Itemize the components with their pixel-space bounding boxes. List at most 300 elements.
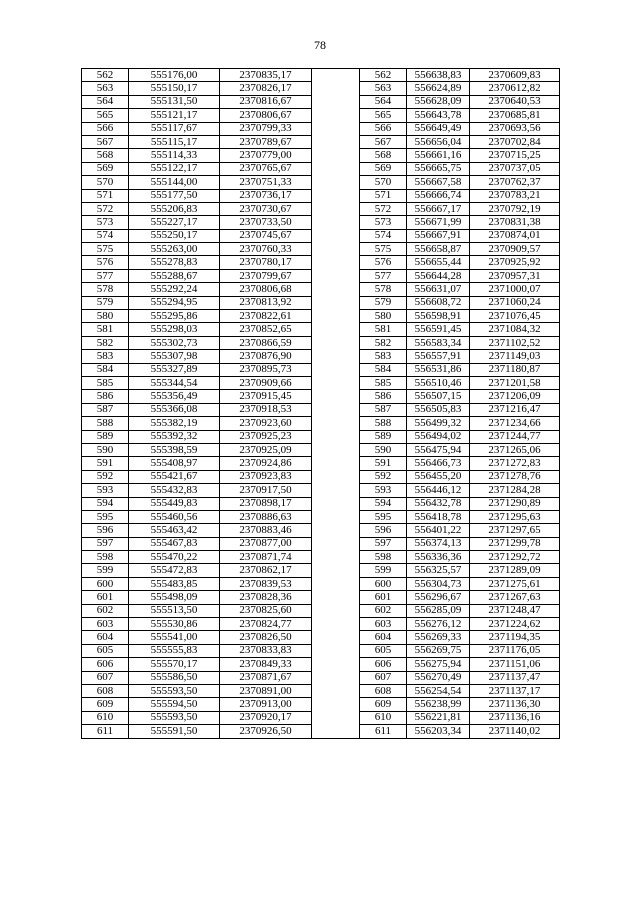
table-row — [82, 216, 560, 229]
right-point-number-cell: 611 — [360, 725, 407, 738]
right-y-coordinate-cell: 2371102,52 — [470, 336, 560, 349]
left-point-number-cell: 593 — [82, 484, 129, 497]
left-y-coordinate-cell: 2370826,17 — [220, 82, 312, 95]
table-row — [82, 256, 560, 269]
right-point-number-cell: 602 — [360, 604, 407, 617]
left-x-coordinate-cell: 555586,50 — [129, 671, 220, 684]
left-x-coordinate-cell: 555541,00 — [129, 631, 220, 644]
right-y-coordinate-cell: 2371060,24 — [470, 296, 560, 309]
right-x-coordinate-cell: 556336,36 — [407, 551, 470, 564]
left-x-coordinate-cell: 555122,17 — [129, 162, 220, 175]
table-row — [82, 176, 560, 189]
right-x-coordinate-cell: 556628,09 — [407, 95, 470, 108]
right-point-number-cell: 596 — [360, 524, 407, 537]
column-gap — [312, 310, 360, 323]
left-x-coordinate-cell: 555302,73 — [129, 336, 220, 349]
right-y-coordinate-cell: 2371000,07 — [470, 283, 560, 296]
left-y-coordinate-cell: 2370895,73 — [220, 363, 312, 376]
column-gap — [312, 162, 360, 175]
left-x-coordinate-cell: 555250,17 — [129, 229, 220, 242]
right-x-coordinate-cell: 556510,46 — [407, 376, 470, 389]
left-point-number-cell: 595 — [82, 510, 129, 523]
left-point-number-cell: 599 — [82, 564, 129, 577]
column-gap — [312, 336, 360, 349]
right-x-coordinate-cell: 556374,13 — [407, 537, 470, 550]
right-x-coordinate-cell: 556666,74 — [407, 189, 470, 202]
table-row — [82, 457, 560, 470]
right-point-number-cell: 562 — [360, 69, 407, 82]
right-x-coordinate-cell: 556296,67 — [407, 591, 470, 604]
right-y-coordinate-cell: 2371292,72 — [470, 551, 560, 564]
left-y-coordinate-cell: 2370871,67 — [220, 671, 312, 684]
left-x-coordinate-cell: 555263,00 — [129, 243, 220, 256]
table-row — [82, 524, 560, 537]
table-row — [82, 363, 560, 376]
left-x-coordinate-cell: 555421,67 — [129, 470, 220, 483]
right-x-coordinate-cell: 556583,34 — [407, 336, 470, 349]
column-gap — [312, 618, 360, 631]
left-y-coordinate-cell: 2370917,50 — [220, 484, 312, 497]
column-gap — [312, 135, 360, 148]
left-x-coordinate-cell: 555398,59 — [129, 443, 220, 456]
right-y-coordinate-cell: 2371201,58 — [470, 376, 560, 389]
table-row — [82, 350, 560, 363]
table-row — [82, 711, 560, 724]
table-row — [82, 631, 560, 644]
table-row — [82, 658, 560, 671]
left-x-coordinate-cell: 555483,85 — [129, 577, 220, 590]
left-point-number-cell: 596 — [82, 524, 129, 537]
table-row — [82, 189, 560, 202]
left-point-number-cell: 564 — [82, 95, 129, 108]
table-row — [82, 417, 560, 430]
right-point-number-cell: 587 — [360, 403, 407, 416]
table-row — [82, 577, 560, 590]
left-point-number-cell: 569 — [82, 162, 129, 175]
right-point-number-cell: 576 — [360, 256, 407, 269]
coordinates-table — [81, 68, 560, 739]
right-y-coordinate-cell: 2371149,03 — [470, 350, 560, 363]
right-y-coordinate-cell: 2370702,84 — [470, 135, 560, 148]
right-y-coordinate-cell: 2370693,56 — [470, 122, 560, 135]
right-point-number-cell: 583 — [360, 350, 407, 363]
right-point-number-cell: 609 — [360, 698, 407, 711]
column-gap — [312, 725, 360, 738]
right-x-coordinate-cell: 556667,91 — [407, 229, 470, 242]
right-point-number-cell: 563 — [360, 82, 407, 95]
column-gap — [312, 269, 360, 282]
right-x-coordinate-cell: 556203,34 — [407, 725, 470, 738]
left-y-coordinate-cell: 2370828,36 — [220, 591, 312, 604]
left-x-coordinate-cell: 555366,08 — [129, 403, 220, 416]
column-gap — [312, 537, 360, 550]
right-y-coordinate-cell: 2371290,89 — [470, 497, 560, 510]
left-point-number-cell: 604 — [82, 631, 129, 644]
left-point-number-cell: 584 — [82, 363, 129, 376]
left-y-coordinate-cell: 2370913,00 — [220, 698, 312, 711]
left-y-coordinate-cell: 2370780,17 — [220, 256, 312, 269]
right-x-coordinate-cell: 556656,04 — [407, 135, 470, 148]
left-point-number-cell: 580 — [82, 310, 129, 323]
left-x-coordinate-cell: 555498,09 — [129, 591, 220, 604]
left-y-coordinate-cell: 2370891,00 — [220, 684, 312, 697]
left-x-coordinate-cell: 555591,50 — [129, 725, 220, 738]
right-point-number-cell: 577 — [360, 269, 407, 282]
right-y-coordinate-cell: 2370783,21 — [470, 189, 560, 202]
right-x-coordinate-cell: 556638,83 — [407, 69, 470, 82]
right-y-coordinate-cell: 2371084,32 — [470, 323, 560, 336]
left-point-number-cell: 590 — [82, 443, 129, 456]
right-point-number-cell: 578 — [360, 283, 407, 296]
right-point-number-cell: 601 — [360, 591, 407, 604]
left-point-number-cell: 571 — [82, 189, 129, 202]
left-x-coordinate-cell: 555593,50 — [129, 711, 220, 724]
left-y-coordinate-cell: 2370923,83 — [220, 470, 312, 483]
right-x-coordinate-cell: 556254,54 — [407, 684, 470, 697]
left-point-number-cell: 588 — [82, 417, 129, 430]
table-row — [82, 149, 560, 162]
left-y-coordinate-cell: 2370822,61 — [220, 310, 312, 323]
left-x-coordinate-cell: 555294,95 — [129, 296, 220, 309]
column-gap — [312, 417, 360, 430]
left-x-coordinate-cell: 555327,89 — [129, 363, 220, 376]
left-x-coordinate-cell: 555392,32 — [129, 430, 220, 443]
right-x-coordinate-cell: 556557,91 — [407, 350, 470, 363]
right-y-coordinate-cell: 2370609,83 — [470, 69, 560, 82]
left-point-number-cell: 587 — [82, 403, 129, 416]
left-point-number-cell: 576 — [82, 256, 129, 269]
table-row — [82, 510, 560, 523]
right-y-coordinate-cell: 2371076,45 — [470, 310, 560, 323]
right-x-coordinate-cell: 556624,89 — [407, 82, 470, 95]
left-x-coordinate-cell: 555278,83 — [129, 256, 220, 269]
right-x-coordinate-cell: 556401,22 — [407, 524, 470, 537]
right-point-number-cell: 571 — [360, 189, 407, 202]
right-x-coordinate-cell: 556658,87 — [407, 243, 470, 256]
right-point-number-cell: 606 — [360, 658, 407, 671]
left-point-number-cell: 600 — [82, 577, 129, 590]
right-point-number-cell: 574 — [360, 229, 407, 242]
left-x-coordinate-cell: 555432,83 — [129, 484, 220, 497]
right-y-coordinate-cell: 2371244,77 — [470, 430, 560, 443]
right-point-number-cell: 586 — [360, 390, 407, 403]
right-point-number-cell: 584 — [360, 363, 407, 376]
left-x-coordinate-cell: 555117,67 — [129, 122, 220, 135]
right-y-coordinate-cell: 2371284,28 — [470, 484, 560, 497]
right-point-number-cell: 607 — [360, 671, 407, 684]
right-point-number-cell: 585 — [360, 376, 407, 389]
column-gap — [312, 510, 360, 523]
right-point-number-cell: 610 — [360, 711, 407, 724]
left-y-coordinate-cell: 2370871,74 — [220, 551, 312, 564]
right-point-number-cell: 590 — [360, 443, 407, 456]
table-row — [82, 725, 560, 738]
table-row — [82, 484, 560, 497]
column-gap — [312, 363, 360, 376]
left-y-coordinate-cell: 2370926,50 — [220, 725, 312, 738]
left-point-number-cell: 575 — [82, 243, 129, 256]
left-point-number-cell: 603 — [82, 618, 129, 631]
column-gap — [312, 109, 360, 122]
right-point-number-cell: 567 — [360, 135, 407, 148]
column-gap — [312, 296, 360, 309]
left-x-coordinate-cell: 555382,19 — [129, 417, 220, 430]
table-row — [82, 376, 560, 389]
left-x-coordinate-cell: 555150,17 — [129, 82, 220, 95]
left-point-number-cell: 562 — [82, 69, 129, 82]
right-x-coordinate-cell: 556505,83 — [407, 403, 470, 416]
right-point-number-cell: 594 — [360, 497, 407, 510]
left-y-coordinate-cell: 2370915,45 — [220, 390, 312, 403]
left-x-coordinate-cell: 555513,50 — [129, 604, 220, 617]
table-row — [82, 430, 560, 443]
table-row — [82, 551, 560, 564]
left-y-coordinate-cell: 2370839,53 — [220, 577, 312, 590]
left-y-coordinate-cell: 2370799,67 — [220, 269, 312, 282]
right-point-number-cell: 595 — [360, 510, 407, 523]
right-point-number-cell: 591 — [360, 457, 407, 470]
right-point-number-cell: 569 — [360, 162, 407, 175]
right-x-coordinate-cell: 556466,73 — [407, 457, 470, 470]
column-gap — [312, 430, 360, 443]
left-point-number-cell: 581 — [82, 323, 129, 336]
right-x-coordinate-cell: 556631,07 — [407, 283, 470, 296]
left-y-coordinate-cell: 2370826,50 — [220, 631, 312, 644]
table-row — [82, 591, 560, 604]
right-y-coordinate-cell: 2370792,19 — [470, 202, 560, 215]
column-gap — [312, 591, 360, 604]
left-point-number-cell: 601 — [82, 591, 129, 604]
right-y-coordinate-cell: 2371140,02 — [470, 725, 560, 738]
right-x-coordinate-cell: 556608,72 — [407, 296, 470, 309]
right-point-number-cell: 593 — [360, 484, 407, 497]
right-x-coordinate-cell: 556531,86 — [407, 363, 470, 376]
right-point-number-cell: 572 — [360, 202, 407, 215]
right-x-coordinate-cell: 556507,15 — [407, 390, 470, 403]
left-point-number-cell: 568 — [82, 149, 129, 162]
left-y-coordinate-cell: 2370833,83 — [220, 644, 312, 657]
right-x-coordinate-cell: 556276,12 — [407, 618, 470, 631]
left-y-coordinate-cell: 2370745,67 — [220, 229, 312, 242]
column-gap — [312, 350, 360, 363]
column-gap — [312, 82, 360, 95]
column-gap — [312, 577, 360, 590]
right-x-coordinate-cell: 556475,94 — [407, 443, 470, 456]
right-y-coordinate-cell: 2370762,37 — [470, 176, 560, 189]
left-x-coordinate-cell: 555463,42 — [129, 524, 220, 537]
left-y-coordinate-cell: 2370806,68 — [220, 283, 312, 296]
right-x-coordinate-cell: 556591,45 — [407, 323, 470, 336]
right-point-number-cell: 565 — [360, 109, 407, 122]
table-row — [82, 310, 560, 323]
left-y-coordinate-cell: 2370824,77 — [220, 618, 312, 631]
table-row — [82, 95, 560, 108]
left-point-number-cell: 572 — [82, 202, 129, 215]
right-x-coordinate-cell: 556446,12 — [407, 484, 470, 497]
left-point-number-cell: 609 — [82, 698, 129, 711]
left-x-coordinate-cell: 555470,22 — [129, 551, 220, 564]
table-row — [82, 243, 560, 256]
left-x-coordinate-cell: 555227,17 — [129, 216, 220, 229]
left-point-number-cell: 578 — [82, 283, 129, 296]
right-x-coordinate-cell: 556598,91 — [407, 310, 470, 323]
right-y-coordinate-cell: 2370957,31 — [470, 269, 560, 282]
column-gap — [312, 323, 360, 336]
right-point-number-cell: 605 — [360, 644, 407, 657]
left-x-coordinate-cell: 555177,50 — [129, 189, 220, 202]
right-y-coordinate-cell: 2371151,06 — [470, 658, 560, 671]
right-x-coordinate-cell: 556644,28 — [407, 269, 470, 282]
left-y-coordinate-cell: 2370730,67 — [220, 202, 312, 215]
left-point-number-cell: 610 — [82, 711, 129, 724]
left-point-number-cell: 611 — [82, 725, 129, 738]
table-row — [82, 698, 560, 711]
right-y-coordinate-cell: 2371267,63 — [470, 591, 560, 604]
right-y-coordinate-cell: 2371216,47 — [470, 403, 560, 416]
left-point-number-cell: 579 — [82, 296, 129, 309]
right-y-coordinate-cell: 2370909,57 — [470, 243, 560, 256]
right-y-coordinate-cell: 2371180,87 — [470, 363, 560, 376]
left-x-coordinate-cell: 555176,00 — [129, 69, 220, 82]
table-row — [82, 162, 560, 175]
left-x-coordinate-cell: 555144,00 — [129, 176, 220, 189]
left-y-coordinate-cell: 2370816,67 — [220, 95, 312, 108]
column-gap — [312, 711, 360, 724]
left-y-coordinate-cell: 2370877,00 — [220, 537, 312, 550]
right-x-coordinate-cell: 556238,99 — [407, 698, 470, 711]
right-y-coordinate-cell: 2371278,76 — [470, 470, 560, 483]
left-x-coordinate-cell: 555206,83 — [129, 202, 220, 215]
column-gap — [312, 497, 360, 510]
right-x-coordinate-cell: 556655,44 — [407, 256, 470, 269]
right-x-coordinate-cell: 556221,81 — [407, 711, 470, 724]
column-gap — [312, 604, 360, 617]
table-row — [82, 618, 560, 631]
right-x-coordinate-cell: 556494,02 — [407, 430, 470, 443]
right-point-number-cell: 575 — [360, 243, 407, 256]
right-point-number-cell: 588 — [360, 417, 407, 430]
left-x-coordinate-cell: 555555,83 — [129, 644, 220, 657]
left-point-number-cell: 567 — [82, 135, 129, 148]
left-x-coordinate-cell: 555408,97 — [129, 457, 220, 470]
table-row — [82, 296, 560, 309]
right-point-number-cell: 579 — [360, 296, 407, 309]
table-row — [82, 671, 560, 684]
left-y-coordinate-cell: 2370813,92 — [220, 296, 312, 309]
right-y-coordinate-cell: 2371136,30 — [470, 698, 560, 711]
right-x-coordinate-cell: 556325,57 — [407, 564, 470, 577]
left-x-coordinate-cell: 555288,67 — [129, 269, 220, 282]
table-row — [82, 69, 560, 82]
right-x-coordinate-cell: 556667,17 — [407, 202, 470, 215]
right-y-coordinate-cell: 2370612,82 — [470, 82, 560, 95]
column-gap — [312, 671, 360, 684]
left-point-number-cell: 594 — [82, 497, 129, 510]
left-y-coordinate-cell: 2370866,59 — [220, 336, 312, 349]
column-gap — [312, 283, 360, 296]
right-point-number-cell: 581 — [360, 323, 407, 336]
left-y-coordinate-cell: 2370920,17 — [220, 711, 312, 724]
left-y-coordinate-cell: 2370825,60 — [220, 604, 312, 617]
column-gap — [312, 684, 360, 697]
right-point-number-cell: 600 — [360, 577, 407, 590]
left-y-coordinate-cell: 2370852,65 — [220, 323, 312, 336]
left-x-coordinate-cell: 555594,50 — [129, 698, 220, 711]
left-point-number-cell: 565 — [82, 109, 129, 122]
right-point-number-cell: 582 — [360, 336, 407, 349]
left-x-coordinate-cell: 555115,17 — [129, 135, 220, 148]
left-y-coordinate-cell: 2370898,17 — [220, 497, 312, 510]
left-x-coordinate-cell: 555449,83 — [129, 497, 220, 510]
left-y-coordinate-cell: 2370909,66 — [220, 376, 312, 389]
left-y-coordinate-cell: 2370779,00 — [220, 149, 312, 162]
left-point-number-cell: 585 — [82, 376, 129, 389]
column-gap — [312, 551, 360, 564]
column-gap — [312, 189, 360, 202]
table-row — [82, 684, 560, 697]
right-y-coordinate-cell: 2371248,47 — [470, 604, 560, 617]
page-number: 78 — [314, 38, 326, 52]
right-y-coordinate-cell: 2370715,25 — [470, 149, 560, 162]
left-y-coordinate-cell: 2370751,33 — [220, 176, 312, 189]
table-row — [82, 283, 560, 296]
left-y-coordinate-cell: 2370886,63 — [220, 510, 312, 523]
left-x-coordinate-cell: 555295,86 — [129, 310, 220, 323]
column-gap — [312, 484, 360, 497]
right-x-coordinate-cell: 556269,75 — [407, 644, 470, 657]
table-row — [82, 497, 560, 510]
right-point-number-cell: 608 — [360, 684, 407, 697]
left-point-number-cell: 566 — [82, 122, 129, 135]
right-point-number-cell: 598 — [360, 551, 407, 564]
left-y-coordinate-cell: 2370924,86 — [220, 457, 312, 470]
left-x-coordinate-cell: 555114,33 — [129, 149, 220, 162]
left-point-number-cell: 591 — [82, 457, 129, 470]
right-y-coordinate-cell: 2370640,53 — [470, 95, 560, 108]
right-y-coordinate-cell: 2371137,17 — [470, 684, 560, 697]
left-y-coordinate-cell: 2370736,17 — [220, 189, 312, 202]
column-gap — [312, 698, 360, 711]
left-point-number-cell: 605 — [82, 644, 129, 657]
left-point-number-cell: 574 — [82, 229, 129, 242]
left-point-number-cell: 592 — [82, 470, 129, 483]
table-row — [82, 390, 560, 403]
right-y-coordinate-cell: 2371295,63 — [470, 510, 560, 523]
right-x-coordinate-cell: 556285,09 — [407, 604, 470, 617]
right-y-coordinate-cell: 2371265,06 — [470, 443, 560, 456]
left-point-number-cell: 597 — [82, 537, 129, 550]
right-point-number-cell: 573 — [360, 216, 407, 229]
left-x-coordinate-cell: 555344,54 — [129, 376, 220, 389]
column-gap — [312, 256, 360, 269]
right-y-coordinate-cell: 2370685,81 — [470, 109, 560, 122]
left-point-number-cell: 602 — [82, 604, 129, 617]
left-y-coordinate-cell: 2370835,17 — [220, 69, 312, 82]
right-x-coordinate-cell: 556671,99 — [407, 216, 470, 229]
column-gap — [312, 202, 360, 215]
right-y-coordinate-cell: 2371137,47 — [470, 671, 560, 684]
right-y-coordinate-cell: 2371272,83 — [470, 457, 560, 470]
left-y-coordinate-cell: 2370765,67 — [220, 162, 312, 175]
left-x-coordinate-cell: 555307,98 — [129, 350, 220, 363]
left-x-coordinate-cell: 555356,49 — [129, 390, 220, 403]
left-y-coordinate-cell: 2370883,46 — [220, 524, 312, 537]
left-point-number-cell: 606 — [82, 658, 129, 671]
right-y-coordinate-cell: 2370831,38 — [470, 216, 560, 229]
left-x-coordinate-cell: 555131,50 — [129, 95, 220, 108]
table-row — [82, 202, 560, 215]
left-x-coordinate-cell: 555530,86 — [129, 618, 220, 631]
